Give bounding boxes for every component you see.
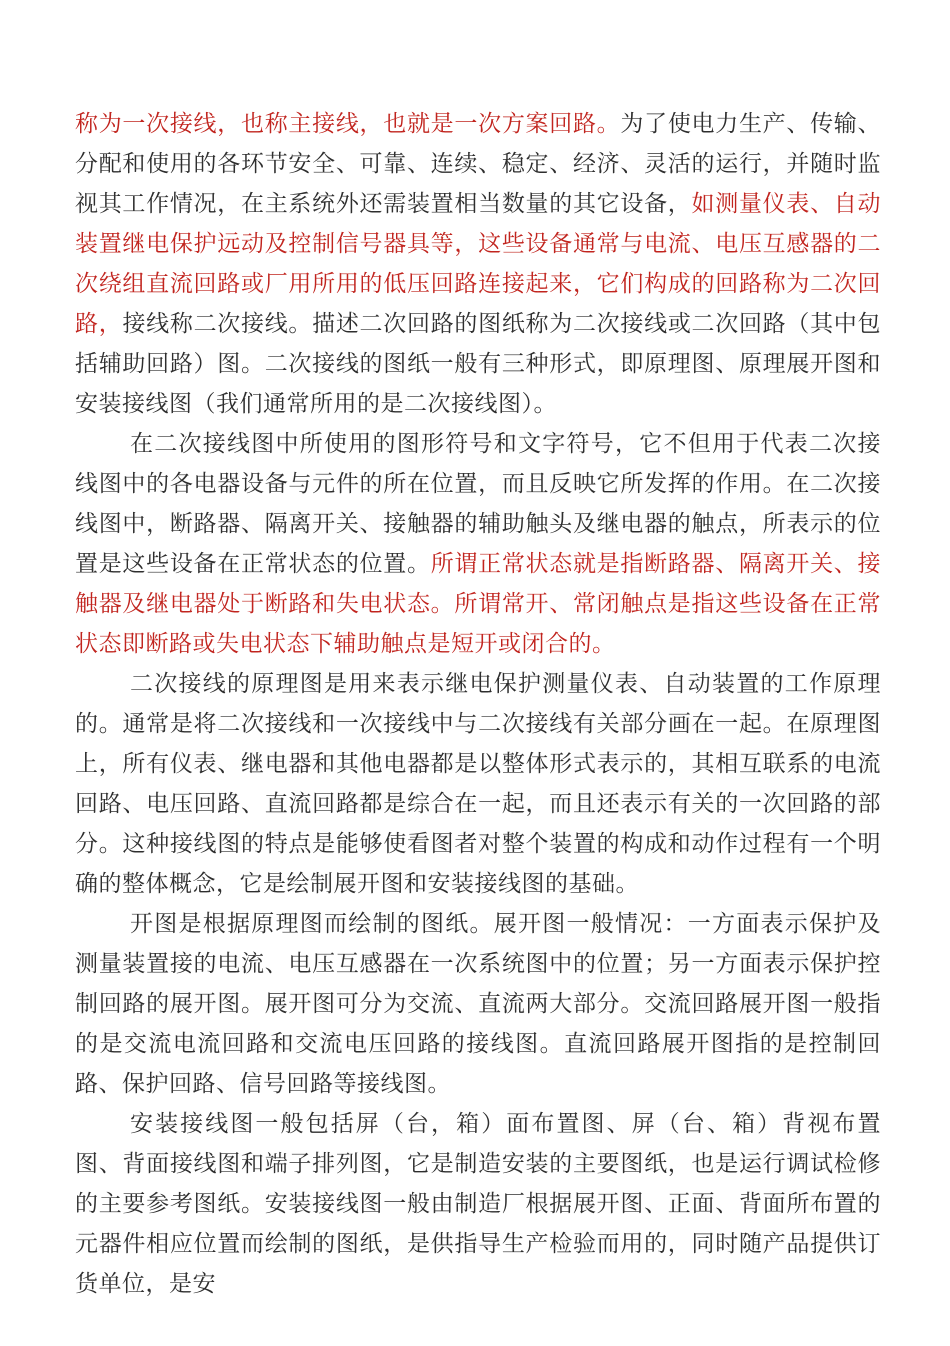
text-segment: 称为一次接线，也称主接线，也就是一次方案回路。 (75, 111, 621, 137)
text-segment: 安装接线图一般包括屏（台，箱）面布置图、屏（台、箱）背视布置图、背面接线图和端子排列图，它是制造安装的主要图纸，也是运行调试检修的主要参考图纸。安装接线图一般由制造厂根据展开图、正面、背面所布置的元器件相应位置而绘制的图纸，是供指导生产检验而用的，同时随产品提供订货单位，是安 (75, 1111, 881, 1297)
paragraph-5 (75, 1104, 881, 1304)
text-segment: 二次接线的原理图是用来表示继电保护测量仪表、自动装置的工作原理的。通常是将二次接线和一次接线中与二次接线有关部分画在一起。在原理图上，所有仪表、继电器和其他电器都是以整体形式表示的，其相互联系的电流回路、电压回路、直流回路都是综合在一起，而且还表示有关的一次回路的部分。这种接线图的特点是能够使看图者对整个装置的构成和动作过程有一个明确的整体概念，它是绘制展开图和安装接线图的基础。 (75, 671, 881, 897)
document-text (75, 104, 881, 1304)
text-segment: 开图是根据原理图而绘制的图纸。展开图一般情况：一方面表示保护及测量装置接的电流、电压互感器在一次系统图中的位置；另一方面表示保护控制回路的展开图。展开图可分为交流、直流两大部分。交流回路展开图一般指的是交流电流回路和交流电压回路的接线图。直流回路展开图指的是控制回路、保护回路、信号回路等接线图。 (75, 911, 881, 1097)
paragraph-1 (75, 104, 881, 424)
text-segment: 如测量仪表、自动装置继电保护远动及控制信号器具等，这些设备通常与电流、电压互感器的二次绕组直流回路或厂用所用的低压回路连接起来，它们构成的回路称为二次回路， (75, 191, 882, 337)
text-segment: 接线称二次接线。描述二次回路的图纸称为二次接线或二次回路（其中包括辅助回路）图。二次接线的图纸一般有三种形式，即原理图、原理展开图和安装接线图（我们通常所用的是二次接线图）。 (75, 311, 882, 417)
paragraph-2 (75, 424, 881, 664)
text-segment: 所谓正常状态就是指断路器、隔离开关、接触器及继电器处于断路和失电状态。所谓常开、常闭触点是指这些设备在正常状态即断路或失电状态下辅助触点是短开或闭合的。 (75, 551, 882, 657)
paragraph-4 (75, 904, 881, 1104)
paragraph-3 (75, 664, 881, 904)
text-segment: 为了使电力生产、传输、分配和使用的各环节安全、可靠、连续、稳定、经济、灵活的运行，并随时监视其工作情况，在主系统外还需装置相当数量的其它设备， (75, 111, 882, 217)
text-segment: 在二次接线图中所使用的图形符号和文字符号，它不但用于代表二次接线图中的各电器设备与元件的所在位置，而且反映它所发挥的作用。在二次接线图中，断路器、隔离开关、接触器的辅助触头及继电器的触点，所表示的位置是这些设备在正常状态的位置。 (75, 431, 881, 577)
